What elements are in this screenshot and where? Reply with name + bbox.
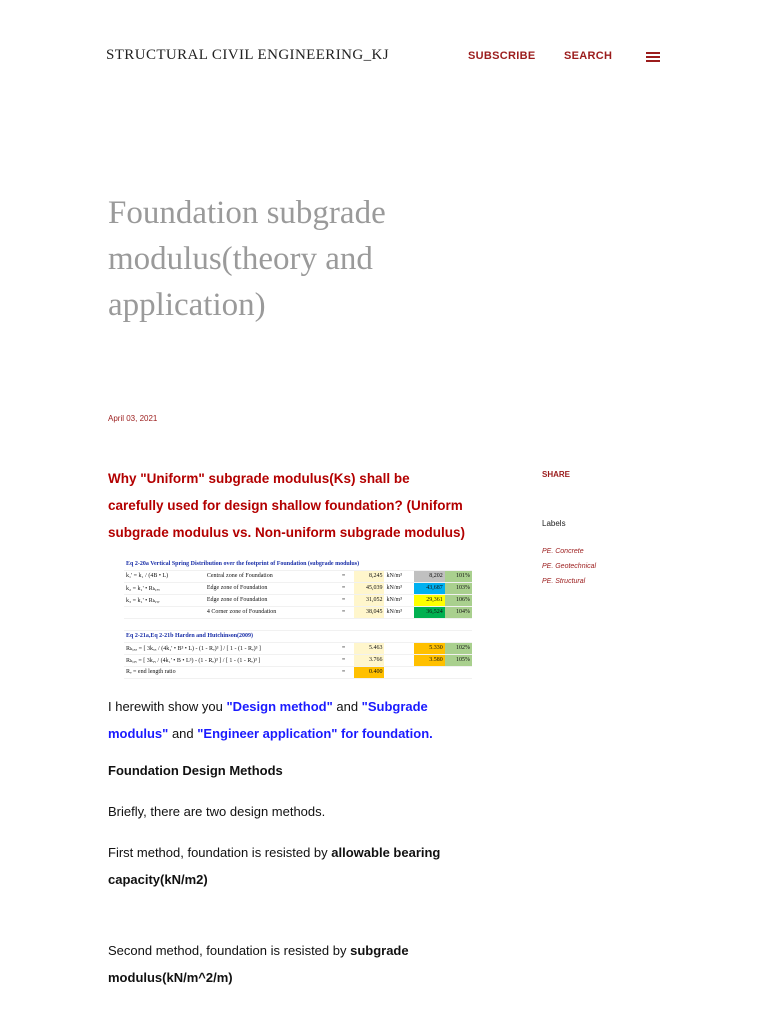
second-method-paragraph	[108, 937, 468, 991]
figure-row	[124, 642, 472, 654]
labels-list	[542, 544, 692, 589]
paragraph-text: First method, foundation is resisted by	[108, 844, 332, 860]
figure-row	[124, 582, 472, 594]
check-cell: 36,524	[414, 606, 445, 618]
figure-row	[124, 654, 472, 666]
spacer	[108, 893, 468, 923]
zone-cell: 4 Corner zone of Foundation	[205, 606, 334, 618]
figure-title: Eq 2-20a Vertical Spring Distribution over the footprint of Foundation (subgrade modulus)	[124, 558, 472, 570]
zone-cell: Edge zone of Foundation	[205, 582, 334, 594]
unit-cell: kN/m³	[384, 582, 413, 594]
figure-row	[124, 594, 472, 606]
labels-heading: Labels	[542, 519, 566, 528]
paragraph-text: and	[332, 698, 362, 714]
check-cell: 3.580	[414, 654, 445, 666]
unit-cell: kN/m³	[384, 606, 413, 618]
figure-row	[124, 606, 472, 618]
menu-bar	[646, 60, 660, 62]
design-method-paragraph	[108, 693, 468, 747]
hamburger-menu-icon[interactable]	[646, 52, 660, 64]
site-header	[0, 0, 768, 110]
formula-cell: Rₖ,ₓₓ = [ 3kₓₓ / (4k₁' • B³ • L) - (1 - Rₑ)³ ] / [ 1 - (1 - Rₑ)³ ]	[124, 642, 334, 654]
unit-cell: kN/m³	[384, 570, 413, 582]
percent-cell: 106%	[445, 594, 472, 606]
menu-bar	[646, 52, 660, 54]
percent-cell: 102%	[445, 642, 472, 654]
figure-title-row	[124, 630, 472, 642]
percent-cell	[445, 666, 472, 678]
figure-row	[124, 666, 472, 678]
two-methods-paragraph: Briefly, there are two design methods.	[108, 803, 326, 819]
unit-cell: kN/m³	[384, 594, 413, 606]
check-cell: 8,202	[414, 570, 445, 582]
percent-cell: 104%	[445, 606, 472, 618]
spreadsheet-figure[interactable]	[124, 558, 472, 679]
menu-bar	[646, 56, 660, 58]
unit-cell	[384, 654, 413, 666]
sidebar	[542, 470, 692, 589]
formula-cell: Rₑ = end length ratio	[124, 666, 334, 678]
formula-cell: k₁' = k₁ / (4B • L)	[124, 570, 205, 582]
intro-heading: Why "Uniform" subgrade modulus(Ks) shall be carefully used for design shallow foundation? (Uniform subgrade modulus vs. Non-uniform subgrade modulus)	[108, 471, 466, 540]
design-method-link[interactable]: "Design method"	[226, 698, 333, 714]
label-link-geotechnical[interactable]: PE. Geotechnical	[542, 563, 597, 570]
formula-cell: Rₖ,ᵧᵧ = [ 3kᵧᵧ / (4k₁' • B • L³) - (1 - Rₑ)³ ] / [ 1 - (1 - Rₑ)³ ]	[124, 654, 334, 666]
value-cell: 0.400	[354, 666, 385, 678]
bold-text: allowable bearing capacity(kN/m2)	[108, 844, 441, 887]
section-title: Foundation Design Methods	[108, 762, 283, 778]
engineer-application-link[interactable]: "Engineer application" for foundation.	[197, 725, 433, 741]
figure-title: Eq 2-21a,Eq 2-21b Harden and Hutchinson(2009)	[124, 630, 472, 642]
share-button[interactable]: SHARE	[542, 470, 571, 479]
paragraph-text: and	[168, 725, 198, 741]
bold-text: subgrade modulus(kN/m^2/m)	[108, 942, 409, 985]
value-cell: 3.766	[354, 654, 385, 666]
search-button[interactable]: SEARCH	[564, 50, 613, 62]
unit-cell	[384, 642, 413, 654]
formula-cell: k₃ = k₁' • Rₖ,ᵧᵧ	[124, 594, 205, 606]
formula-cell	[124, 606, 205, 618]
figure-spacer-row	[124, 618, 472, 630]
equals-cell: =	[334, 570, 354, 582]
equals-cell: =	[334, 582, 354, 594]
figure-title-row	[124, 558, 472, 570]
unit-cell	[384, 666, 413, 678]
paragraph-text: I herewith show you	[108, 698, 227, 714]
percent-cell: 103%	[445, 582, 472, 594]
value-cell: 45,039	[354, 582, 385, 594]
check-cell: 5.330	[414, 642, 445, 654]
equals-cell: =	[334, 654, 354, 666]
equals-cell: =	[334, 594, 354, 606]
subscribe-button[interactable]: SUBSCRIBE	[468, 50, 536, 62]
formula-cell: k₂ = k₁' • Rₖ,ₓₓ	[124, 582, 205, 594]
value-cell: 5.463	[354, 642, 385, 654]
zone-cell: Central zone of Foundation	[205, 570, 334, 582]
equals-cell: =	[334, 642, 354, 654]
post-content	[108, 465, 468, 991]
check-cell: 43,687	[414, 582, 445, 594]
zone-cell: Edge zone of Foundation	[205, 594, 334, 606]
value-cell: 31,052	[354, 594, 385, 606]
subgrade-modulus-link[interactable]: "Subgrade modulus"	[108, 698, 428, 741]
post-title: Foundation subgrade modulus(theory and application)	[108, 195, 386, 323]
figure-row	[124, 570, 472, 582]
spacer-cell	[124, 618, 472, 630]
first-method-paragraph	[108, 839, 468, 893]
check-cell: 29,361	[414, 594, 445, 606]
value-cell: 8,245	[354, 570, 385, 582]
percent-cell: 105%	[445, 654, 472, 666]
value-cell: 38,045	[354, 606, 385, 618]
check-cell	[414, 666, 445, 678]
equals-cell: =	[334, 666, 354, 678]
post-date[interactable]: April 03, 2021	[108, 414, 158, 423]
label-link-structural[interactable]: PE. Structural	[542, 578, 586, 585]
equals-cell: =	[334, 606, 354, 618]
label-link-concrete[interactable]: PE. Concrete	[542, 548, 584, 555]
site-title[interactable]: STRUCTURAL CIVIL ENGINEERING_KJ	[106, 47, 389, 63]
paragraph-text: Second method, foundation is resisted by	[108, 942, 351, 958]
percent-cell: 101%	[445, 570, 472, 582]
